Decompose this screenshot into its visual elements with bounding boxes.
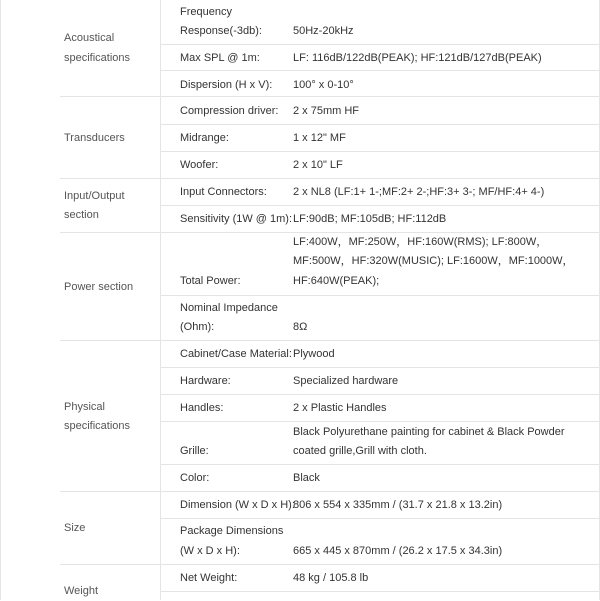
category-power: Power section xyxy=(64,281,134,293)
spec-value-total-power: MF:500W，HF:320W(MUSIC); LF:1600W，MF:1000W， xyxy=(293,255,574,267)
spec-value-net-weight: 48 kg / 105.8 lb xyxy=(293,572,369,584)
row-divider xyxy=(160,367,600,368)
spec-label-input-connectors: Input Connectors: xyxy=(180,186,267,198)
row-divider xyxy=(160,464,600,465)
spec-value-grille: Black Polyurethane painting for cabinet & Black Powder xyxy=(293,426,565,438)
section-divider xyxy=(60,178,600,179)
spec-value-max-spl: LF: 116dB/122dB(PEAK); HF:121dB/127dB(PEAK) xyxy=(293,52,542,64)
spec-label-max-spl: Max SPL @ 1m: xyxy=(180,52,260,64)
spec-value-compression-driver: 2 x 75mm HF xyxy=(293,105,360,117)
spec-label-color: Color: xyxy=(180,472,210,484)
row-divider xyxy=(160,518,600,519)
spec-label-total-power: Total Power: xyxy=(180,275,241,287)
spec-label-sensitivity: Sensitivity (1W @ 1m): xyxy=(180,213,293,225)
spec-value-frequency-response: 50Hz-20kHz xyxy=(293,25,354,37)
category-acoustical: specifications xyxy=(64,52,131,64)
category-physical: specifications xyxy=(64,420,131,432)
row-divider xyxy=(160,151,600,152)
row-divider xyxy=(160,70,600,71)
category-transducers: Transducers xyxy=(64,132,125,144)
row-divider xyxy=(160,205,600,206)
spec-value-grille: coated grille,Grill with cloth. xyxy=(293,445,427,457)
spec-label-midrange: Midrange: xyxy=(180,132,229,144)
spec-label-handles: Handles: xyxy=(180,402,224,414)
spec-value-total-power: HF:640W(PEAK); xyxy=(293,275,380,287)
spec-label-cabinet-material: Cabinet/Case Material: xyxy=(180,348,292,360)
spec-value-nominal-impedance: 8Ω xyxy=(293,321,308,333)
spec-value-dispersion: 100° x 0-10° xyxy=(293,79,354,91)
spec-value-package-dimensions: 665 x 445 x 870mm / (26.2 x 17.5 x 34.3in) xyxy=(293,545,503,557)
spec-value-input-connectors: 2 x NL8 (LF:1+ 1-;MF:2+ 2-;HF:3+ 3-; MF/HF:4+ 4-) xyxy=(293,186,545,198)
category-input-output: section xyxy=(64,209,99,221)
spec-label-hardware: Hardware: xyxy=(180,375,231,387)
spec-value-cabinet-material: Plywood xyxy=(293,348,335,360)
category-column-divider xyxy=(160,0,161,600)
category-size: Size xyxy=(64,522,86,534)
spec-value-handles: 2 x Plastic Handles xyxy=(293,402,387,414)
spec-label-dimension: Dimension (W x D x H): xyxy=(180,499,295,511)
section-divider xyxy=(60,564,600,565)
category-physical: Physical xyxy=(64,401,105,413)
spec-label-grille: Grille: xyxy=(180,445,209,457)
spec-label-woofer: Woofer: xyxy=(180,159,219,171)
spec-value-color: Black xyxy=(293,472,320,484)
spec-label-net-weight: Net Weight: xyxy=(180,572,238,584)
row-divider xyxy=(160,44,600,45)
section-divider xyxy=(60,491,600,492)
spec-label-nominal-impedance: (Ohm): xyxy=(180,321,215,333)
spec-label-nominal-impedance: Nominal Impedance xyxy=(180,302,278,314)
section-divider xyxy=(60,340,600,341)
table-border-left xyxy=(0,0,1,600)
category-input-output: Input/Output xyxy=(64,190,125,202)
row-divider xyxy=(160,295,600,296)
spec-label-frequency-response: Response(-3db): xyxy=(180,25,262,37)
spec-label-package-dimensions: (W x D x H): xyxy=(180,545,240,557)
spec-value-total-power: LF:400W，MF:250W，HF:160W(RMS); LF:800W， xyxy=(293,236,548,248)
row-divider xyxy=(160,124,600,125)
category-weight: Weight xyxy=(64,585,99,597)
row-divider xyxy=(160,591,600,592)
spec-value-woofer: 2 x 10" LF xyxy=(293,159,343,171)
spec-label-dispersion: Dispersion (H x V): xyxy=(180,79,273,91)
spec-value-midrange: 1 x 12" MF xyxy=(293,132,346,144)
spec-value-hardware: Specialized hardware xyxy=(293,375,399,387)
category-acoustical: Acoustical xyxy=(64,32,115,44)
row-divider xyxy=(160,394,600,395)
spec-label-compression-driver: Compression driver: xyxy=(180,105,279,117)
section-divider xyxy=(60,96,600,97)
spec-label-package-dimensions: Package Dimensions xyxy=(180,525,284,537)
spec-value-sensitivity: LF:90dB; MF:105dB; HF:112dB xyxy=(293,213,447,225)
spec-value-dimension: 806 x 554 x 335mm / (31.7 x 21.8 x 13.2in) xyxy=(293,499,503,511)
spec-label-frequency-response: Frequency xyxy=(180,6,232,18)
